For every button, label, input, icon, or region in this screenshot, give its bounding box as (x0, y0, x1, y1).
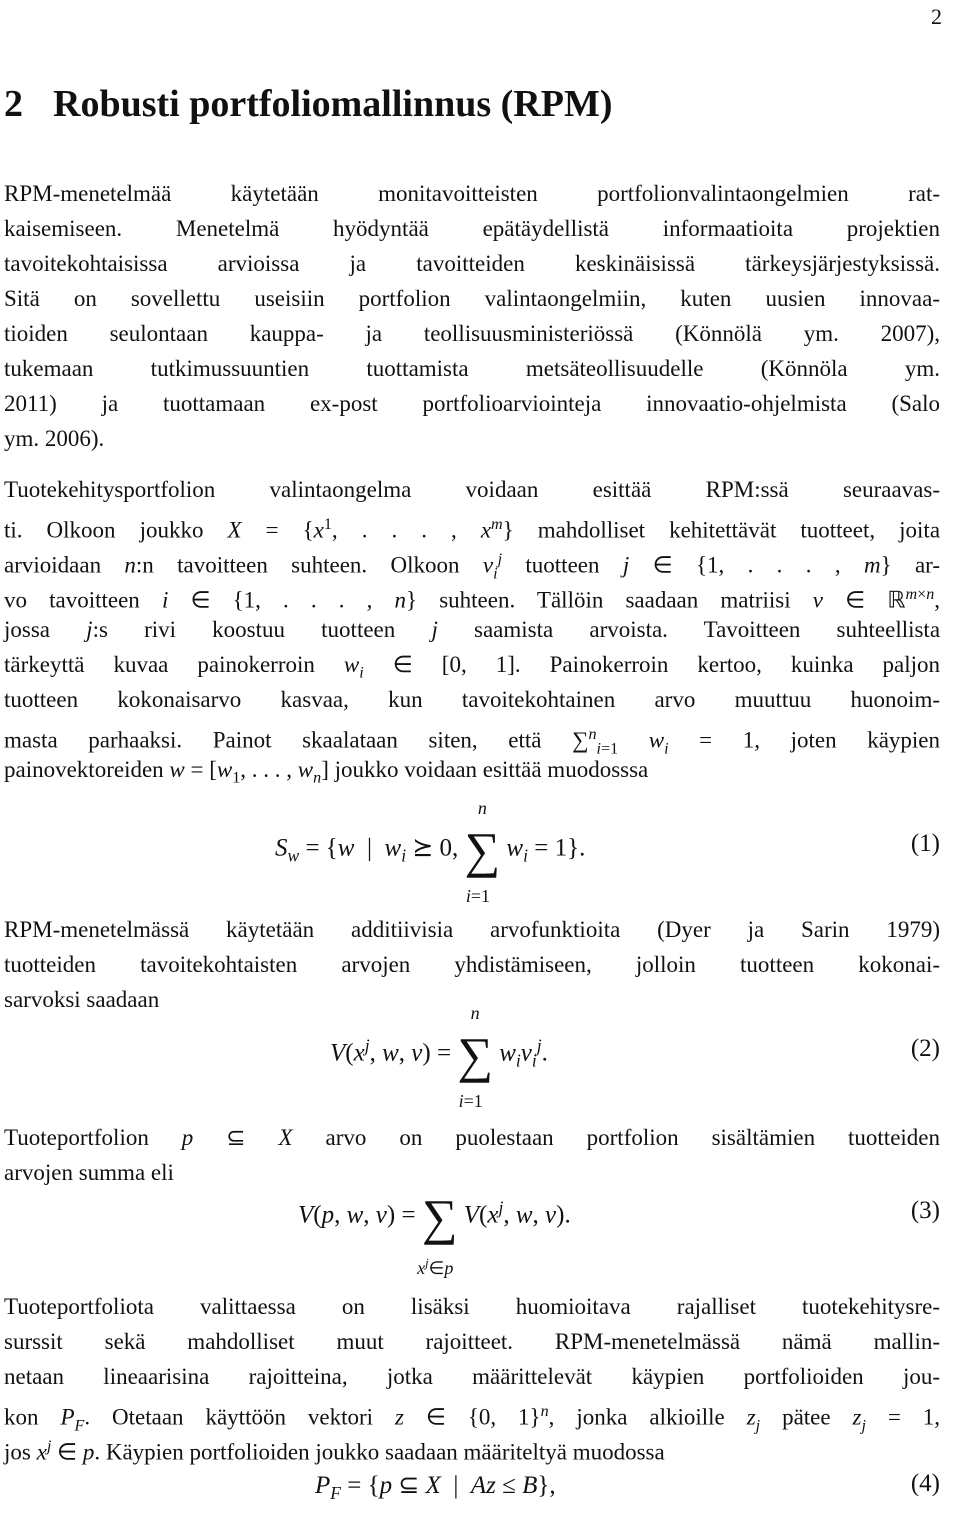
paragraph-constraints (4, 1289, 940, 1464)
text-line: Tuoteportfoliota valittaessa on lisäksi huomioitava rajalliset tuotekehitysre- (4, 1294, 940, 1319)
equation-number: (4) (910, 1470, 940, 1497)
text-line: painovektoreiden $w = [w_1$, . . . , $w_n$] joukko voidaan esittää muodosssa (4, 757, 649, 787)
equation-body: $P_F = \{p$ ⊆ X | Az ≤ B}, (315, 1472, 556, 1503)
section-heading (4, 82, 612, 126)
text-line: ti. Olkoon joukko $X = \{x^1$, . . . , $x^m$} mahdolliset kehitettävät tuotteet, joita (4, 516, 941, 543)
text-line: 2011) ja tuottamaan ex-post portfolioarviointeja innovaatio-ohjelmista (Salo (4, 391, 940, 416)
text-line: masta parhaaksi. Painot skaalataan siten, että ∑$^n_{i=1}$ $w_i = 1$, joten käypien (4, 726, 940, 758)
paragraph-problem-definition (4, 472, 940, 787)
summation-symbol: ∑ n i=1 (464, 798, 501, 906)
text-line: Tuotekehitysportfolion valintaongelma voidaan esittää RPM:ssä seuraavas- (4, 477, 940, 502)
text-line: tavoitekohtaisissa arvioissa ja tavoitteiden keskinäisissä tärkeysjärjestyksissä. (4, 251, 940, 276)
text-line: vo tavoitteen i ∈ {1, . . . , n} suhteen. Tällöin saadaan matriisi v ∈ ℝ$^{m\times n}$, (4, 586, 940, 613)
text-line: surssit sekä mahdolliset muut rajoitteet. RPM-menetelmässä nämä mallin- (4, 1329, 940, 1354)
text-line: tukemaan tutkimussuuntien tuottamista metsäteollisuudelle (Könnöla ym. (4, 356, 940, 381)
equation-body: V(p, w, v) = ∑ $x^j\in p$ $V(x^j$, w, v). (298, 1189, 571, 1278)
text-line: tuotteen kokonaisarvo kasvaa, kun tavoitekohtainen arvo muuttuu huonoim- (4, 687, 940, 712)
text-line: netaan lineaarisina rajoitteina, jotka määrittelevät käypien portfolioiden jou- (4, 1364, 940, 1389)
equation-body: $V(x^j$, w, v) = ∑ n i=1 $w_iv_i^j$. (330, 1003, 548, 1111)
equation-1 (0, 798, 960, 906)
text-line: tärkeyttä kuvaa painokerroin $w_i$ ∈ [0, 1]. Painokerroin kertoo, kuinka paljon (4, 652, 941, 682)
text-line: jos $x^j$ ∈ p. Käypien portfolioiden joukko saadaan määriteltyä muodossa (4, 1438, 665, 1465)
equation-number: (3) (910, 1197, 940, 1224)
text-line: sarvoksi saadaan (4, 987, 160, 1012)
text-line: Sitä on sovellettu useisiin portfolion valintaongelmiin, kuten uusien innovaa- (4, 286, 940, 311)
text-line: ym. 2006). (4, 426, 105, 451)
equation-3 (0, 1185, 960, 1278)
summation-symbol: ∑ $x^j\in p$ (417, 1189, 458, 1278)
section-title-text: Robusti portfoliomallinnus (RPM) (53, 83, 613, 125)
equation-2 (0, 1003, 960, 1111)
equation-4 (0, 1468, 960, 1508)
text-line: kon $P_F$. Otetaan käyttöön vektori z ∈ {0, 1}$^n$, jonka alkioille $z_j$ pätee $z_j = 1$, (4, 1403, 941, 1435)
paragraph-intro (4, 176, 940, 456)
text-line: kaisemiseen. Menetelmä hyödyntää epätäydellistä informaatioita projektien (4, 216, 940, 241)
section-number: 2 (4, 83, 23, 125)
equation-body: $S_w = \{w$ | $w_i$ ⪰ 0, ∑ n i=1 $w_i = 1$}. (275, 798, 586, 906)
paragraph-portfolio-value (4, 1120, 940, 1190)
text-line: tioiden seulontaan kauppa- ja teollisuusministeriössä (Könnölä ym. 2007), (4, 321, 940, 346)
text-line: RPM-menetelmässä käytetään additiivisia arvofunktioita (Dyer ja Sarin 1979) (4, 917, 940, 942)
page-number: 2 (931, 4, 942, 29)
text-line: tuotteiden tavoitekohtaisten arvojen yhdistämiseen, jolloin tuotteen kokonai- (4, 952, 940, 977)
text-line: jossa j:s rivi koostuu tuotteen j saamista arvoista. Tavoitteen suhteellista (4, 617, 941, 642)
text-line: RPM-menetelmää käytetään monitavoitteisten portfolionvalintaongelmien rat- (4, 181, 940, 206)
text-line: arvioidaan n:n tavoitteen suhteen. Olkoon $v_i^j$ tuotteen j ∈ {1, . . . , m} ar- (4, 551, 941, 583)
text-line: Tuoteportfolion p ⊆ X arvo on puolestaan portfolion sisältämien tuotteiden (4, 1125, 941, 1150)
text-line: arvojen summa eli (4, 1160, 174, 1185)
equation-number: (2) (910, 1035, 940, 1062)
summation-symbol: ∑ n i=1 (457, 1003, 493, 1111)
equation-number: (1) (910, 830, 940, 857)
